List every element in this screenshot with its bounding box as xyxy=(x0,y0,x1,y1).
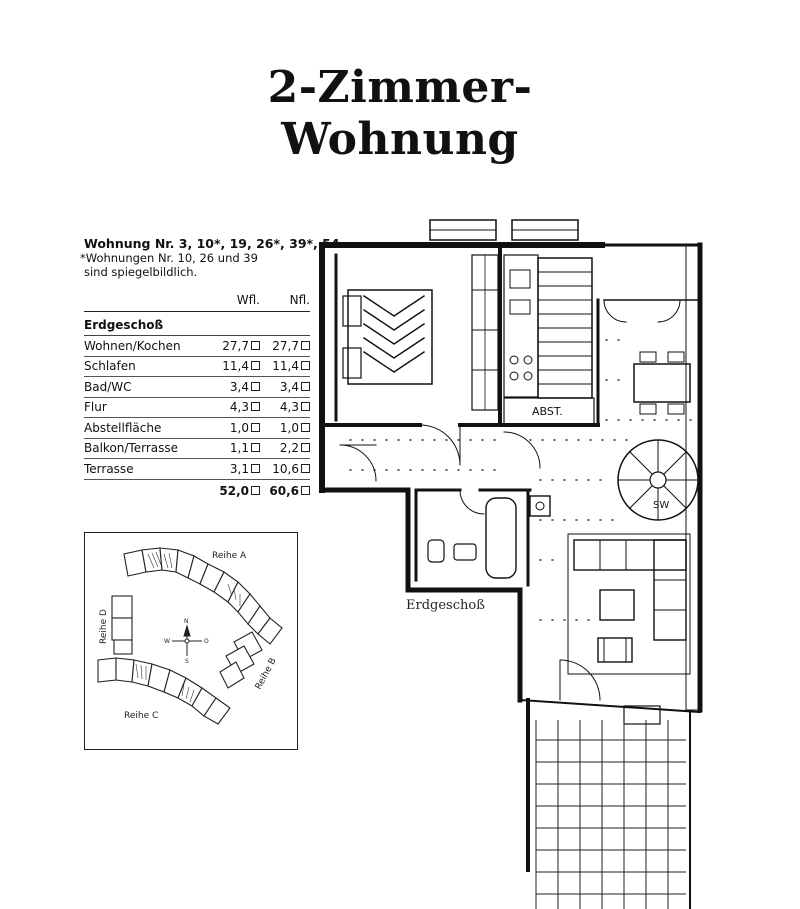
row-wfl: 11,4 xyxy=(210,359,260,373)
table-row xyxy=(84,459,310,480)
table-row xyxy=(84,377,310,398)
row-nfl: 11,4 xyxy=(260,359,310,373)
compass-icon xyxy=(172,626,202,656)
total-wfl: 52,0 xyxy=(210,484,260,498)
reihe-c-label: Reihe C xyxy=(124,711,159,721)
column-headers xyxy=(84,293,310,312)
row-label: Flur xyxy=(84,400,107,415)
area-table xyxy=(80,236,340,498)
abst-label: ABST. xyxy=(532,405,563,418)
table-row xyxy=(84,418,310,439)
row-nfl: 4,3 xyxy=(260,400,310,414)
row-label: Wohnen/Kochen xyxy=(84,338,181,353)
total-row xyxy=(84,480,310,498)
floor-plan xyxy=(316,212,800,909)
compass-s: S xyxy=(185,658,189,665)
row-label: Terrasse xyxy=(84,461,134,476)
compass-w: W xyxy=(164,638,170,645)
row-wfl: 3,4 xyxy=(210,380,260,394)
row-nfl: 2,2 xyxy=(260,441,310,455)
table-row xyxy=(84,439,310,460)
col-wfl: Wfl. xyxy=(236,293,260,307)
row-wfl: 1,0 xyxy=(210,421,260,435)
title-line-1: 2-Zimmer- xyxy=(267,62,533,113)
col-nfl: Nfl. xyxy=(289,293,310,307)
reihe-a-label: Reihe A xyxy=(212,551,247,561)
table-row xyxy=(84,336,310,357)
reihe-d-label: Reihe D xyxy=(99,609,109,644)
row-nfl: 27,7 xyxy=(260,339,310,353)
row-label: Schlafen xyxy=(84,359,136,374)
table-row xyxy=(84,398,310,419)
table-row xyxy=(84,357,310,378)
title-line-2: Wohnung xyxy=(281,114,519,165)
compass-o: O xyxy=(204,638,209,645)
reihe-c-houses xyxy=(98,658,230,724)
row-wfl: 4,3 xyxy=(210,400,260,414)
floor-label: Erdgeschoß xyxy=(406,598,485,613)
section-title: Erdgeschoß xyxy=(84,318,310,336)
apartment-numbers: Wohnung Nr. 3, 10*, 19, 26*, 39*, 54 xyxy=(84,236,340,251)
page-title xyxy=(170,62,630,166)
reihe-a-houses xyxy=(124,548,282,644)
row-label: Bad/WC xyxy=(84,379,132,394)
row-nfl: 3,4 xyxy=(260,380,310,394)
reihe-b-houses xyxy=(220,632,262,688)
row-nfl: 10,6 xyxy=(260,462,310,476)
row-wfl: 1,1 xyxy=(210,441,260,455)
reihe-b-label: Reihe B xyxy=(253,656,279,692)
terrace-grid xyxy=(536,720,686,909)
site-map xyxy=(84,532,298,750)
row-wfl: 3,1 xyxy=(210,462,260,476)
reihe-d-houses xyxy=(112,596,132,654)
total-nfl: 60,6 xyxy=(260,484,310,498)
mirror-note-line-1: *Wohnungen Nr. 10, 26 und 39 xyxy=(80,251,258,265)
compass-n: N xyxy=(184,618,189,625)
row-nfl: 1,0 xyxy=(260,421,310,435)
row-label: Abstellfläche xyxy=(84,420,162,435)
row-wfl: 27,7 xyxy=(210,339,260,353)
mirror-note-line-2: sind spiegelbildlich. xyxy=(84,265,198,279)
sw-label: SW xyxy=(653,500,670,511)
row-label: Balkon/Terrasse xyxy=(84,441,179,456)
